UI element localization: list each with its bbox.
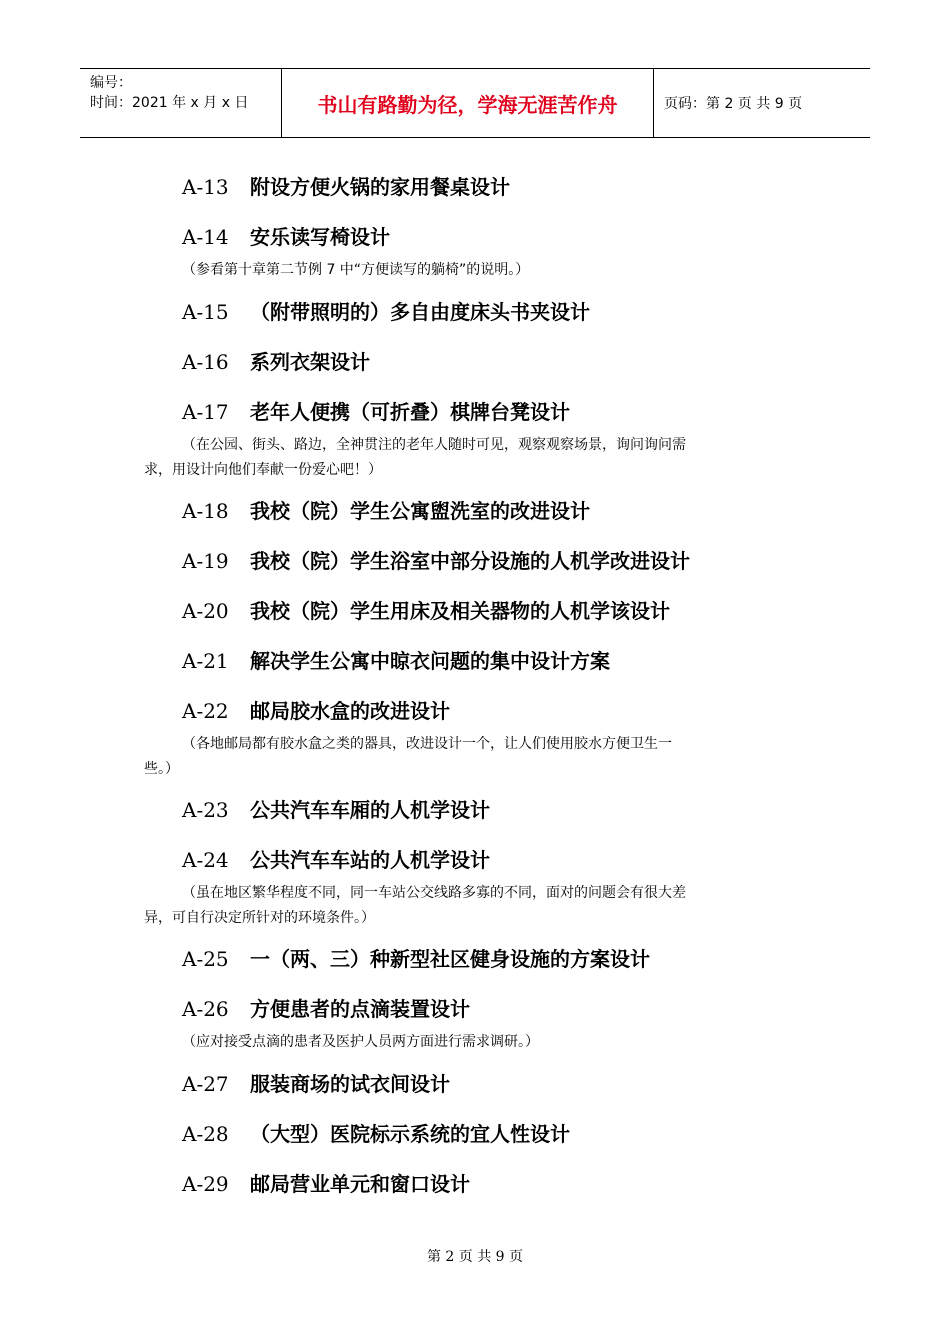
item-note: （在公园、街头、路边，全神贯注的老年人随时可见，观察观察场景，询问询问需 bbox=[182, 437, 686, 453]
item-code: A-15 bbox=[182, 300, 229, 324]
item-note: （虽在地区繁华程度不同，同一车站公交线路多寡的不同，面对的问题会有很大差 bbox=[182, 885, 686, 901]
item-note: （参看第十章第二节例 7 中“方便读写的躺椅”的说明。） bbox=[182, 262, 530, 278]
list-item bbox=[182, 545, 690, 574]
item-code: A-22 bbox=[182, 699, 229, 723]
item-title: 我校（院）学生公寓盥洗室的改进设计 bbox=[250, 499, 590, 523]
header-motto: 书山有路勤为径，学海无涯苦作舟 bbox=[281, 69, 654, 137]
list-item bbox=[182, 1168, 470, 1197]
item-title: 邮局营业单元和窗口设计 bbox=[250, 1172, 470, 1196]
list-item bbox=[182, 221, 390, 250]
list-item bbox=[182, 844, 490, 873]
item-note: （应对接受点滴的患者及医护人员两方面进行需求调研。） bbox=[182, 1034, 539, 1050]
item-code: A-16 bbox=[182, 350, 229, 374]
item-title: 我校（院）学生浴室中部分设施的人机学改进设计 bbox=[250, 549, 690, 573]
item-code: A-18 bbox=[182, 499, 229, 523]
item-note: 些。） bbox=[144, 761, 179, 777]
list-item bbox=[182, 296, 590, 325]
list-item bbox=[182, 396, 570, 425]
item-code: A-21 bbox=[182, 649, 229, 673]
page-footer: 第 2 页 共 9 页 bbox=[426, 1249, 524, 1265]
list-item bbox=[182, 993, 470, 1022]
list-item bbox=[182, 794, 490, 823]
list-item bbox=[182, 943, 650, 972]
list-item bbox=[182, 695, 450, 724]
item-code: A-14 bbox=[182, 225, 229, 249]
item-title: 邮局胶水盒的改进设计 bbox=[250, 699, 450, 723]
item-code: A-27 bbox=[182, 1072, 229, 1096]
page-header bbox=[80, 68, 870, 138]
item-code: A-17 bbox=[182, 400, 229, 424]
item-code: A-19 bbox=[182, 549, 229, 573]
list-item bbox=[182, 1068, 450, 1097]
list-item bbox=[182, 595, 670, 624]
item-title: （附带照明的）多自由度床头书夹设计 bbox=[250, 300, 590, 324]
item-title: 服装商场的试衣间设计 bbox=[250, 1072, 450, 1096]
item-title: 老年人便携（可折叠）棋牌台凳设计 bbox=[250, 400, 570, 424]
item-note: 求，用设计向他们奉献一份爱心吧！） bbox=[144, 462, 382, 478]
item-code: A-29 bbox=[182, 1172, 229, 1196]
time-label: 时间：2021 年 x 月 x 日 bbox=[90, 95, 249, 111]
item-title: 方便患者的点滴装置设计 bbox=[250, 997, 470, 1021]
list-item bbox=[182, 346, 370, 375]
item-code: A-13 bbox=[182, 175, 229, 199]
item-title: 系列衣架设计 bbox=[250, 350, 370, 374]
item-note: （各地邮局都有胶水盒之类的器具，改进设计一个，让人们使用胶水方便卫生一 bbox=[182, 736, 672, 752]
list-item bbox=[182, 1118, 570, 1147]
item-title: （大型）医院标示系统的宜人性设计 bbox=[250, 1122, 570, 1146]
item-code: A-24 bbox=[182, 848, 229, 872]
list-item bbox=[182, 645, 610, 674]
item-code: A-28 bbox=[182, 1122, 229, 1146]
item-code: A-23 bbox=[182, 798, 229, 822]
item-title: 我校（院）学生用床及相关器物的人机学该设计 bbox=[250, 599, 670, 623]
header-page-label: 页码：第 2 页 共 9 页 bbox=[664, 96, 803, 112]
item-code: A-25 bbox=[182, 947, 229, 971]
item-code: A-26 bbox=[182, 997, 229, 1021]
item-title: 解决学生公寓中晾衣问题的集中设计方案 bbox=[250, 649, 610, 673]
item-title: 附设方便火锅的家用餐桌设计 bbox=[250, 175, 510, 199]
item-title: 公共汽车车厢的人机学设计 bbox=[250, 798, 490, 822]
item-title: 安乐读写椅设计 bbox=[250, 225, 390, 249]
list-item bbox=[182, 171, 510, 200]
item-title: 公共汽车车站的人机学设计 bbox=[250, 848, 490, 872]
header-meta bbox=[80, 69, 281, 137]
item-title: 一（两、三）种新型社区健身设施的方案设计 bbox=[250, 947, 650, 971]
list-item bbox=[182, 495, 590, 524]
item-note: 异，可自行决定所针对的环境条件。） bbox=[144, 910, 375, 926]
item-code: A-20 bbox=[182, 599, 229, 623]
number-label: 编号： bbox=[90, 75, 132, 91]
